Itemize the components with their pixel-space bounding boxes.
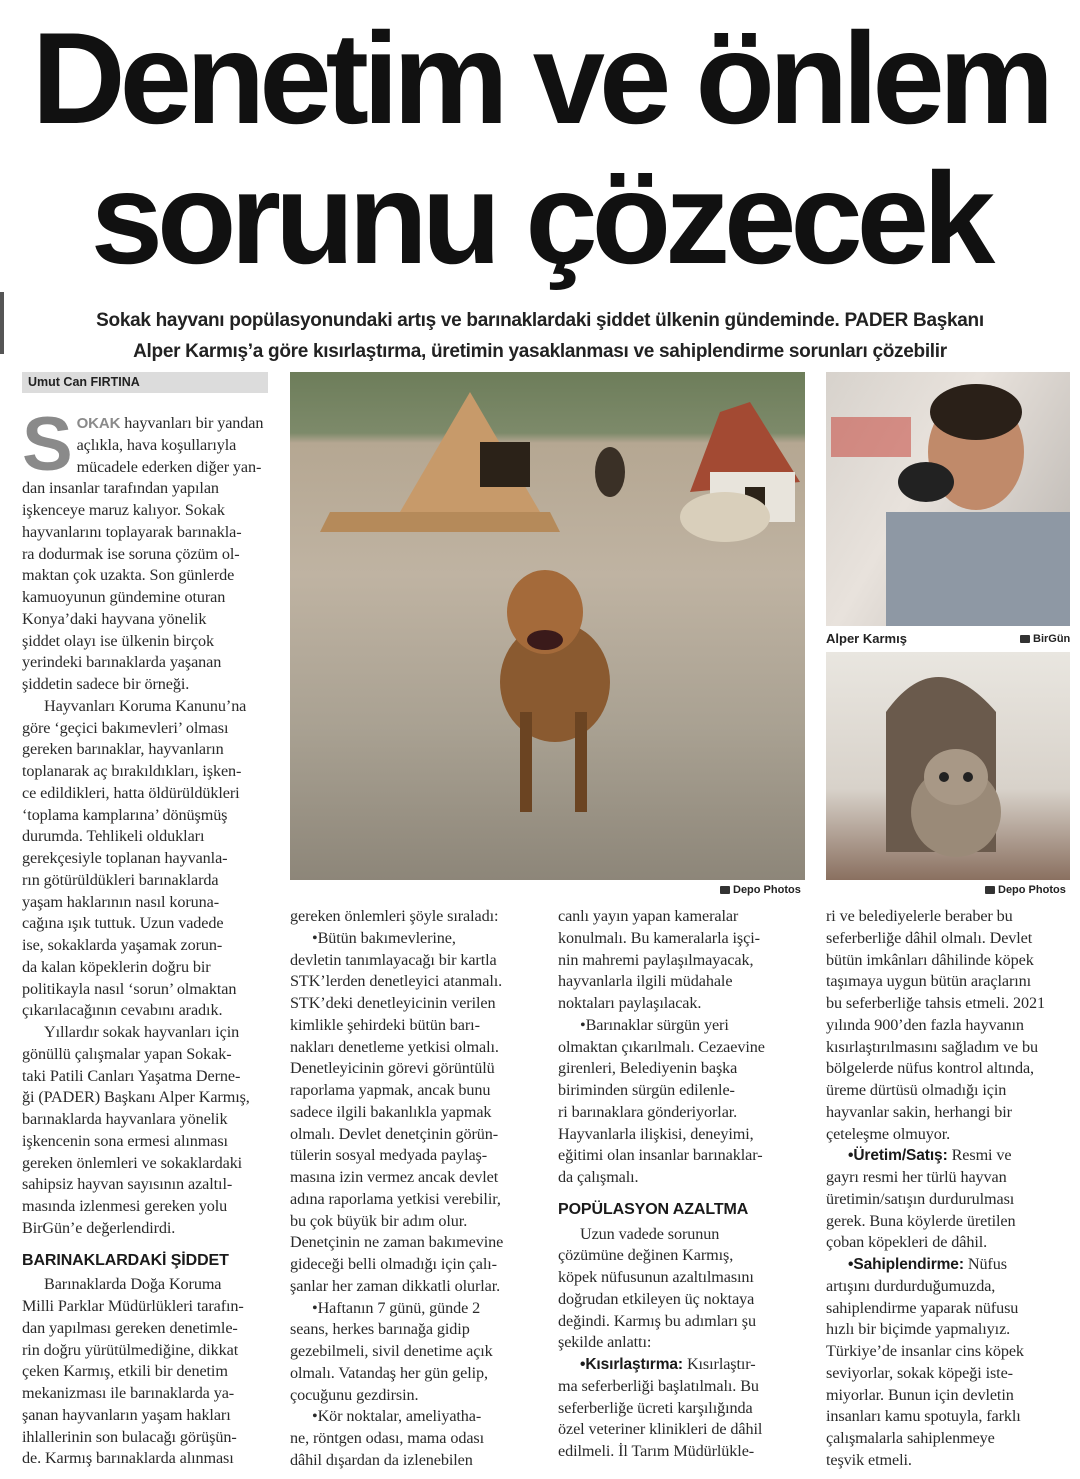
camera-icon [1020, 635, 1030, 643]
line-text: kısırlaştırılmasını sağladım ve bu [826, 1037, 1038, 1056]
text-line [22, 500, 272, 522]
text-line [290, 1124, 545, 1146]
line-text: çözümüne değinen Karmış, [558, 1246, 734, 1265]
text-line [826, 1428, 1071, 1450]
text-line [558, 906, 808, 928]
line-text: eğitimi olan insanlar barınaklar- [558, 1146, 763, 1165]
text-line [290, 1211, 545, 1233]
line-text: maktan çok uzakta. Son günlerde [22, 566, 235, 585]
text-line [558, 1419, 808, 1441]
line-text: dâhil dışardan da izlenebilen [290, 1450, 473, 1469]
text-line [22, 1361, 272, 1383]
line-text: Konya’daki hayvana yönelik [22, 609, 207, 628]
text-line [826, 1167, 1071, 1189]
photo-kitten [826, 652, 1070, 880]
line-text: Hayvanlarla ilişkisi, deneyimi, [558, 1124, 754, 1143]
text-line [22, 1153, 272, 1175]
line-text: seans, herkes barınağa gidip [290, 1320, 470, 1339]
text-line [826, 1124, 1071, 1146]
bullet-lead: •Kısırlaştırma: [580, 1356, 683, 1373]
line-text: ‘toplama kamplarına’ dönüşmüş [22, 805, 228, 824]
text-line [826, 950, 1071, 972]
line-text: işkenceye maruz kalıyor. Sokak [22, 501, 225, 519]
line-text: Denetleyicinin görevi görüntülü [290, 1059, 495, 1078]
text-line [22, 892, 272, 914]
line-text: kamuoyunun gündemine oturan [22, 588, 226, 606]
line-text: konulmalı. Bu kameralarla işçi- [558, 928, 760, 947]
text-line [826, 1276, 1071, 1298]
line-text: ri ve belediyelerle beraber bu [826, 907, 1013, 925]
line-text: şekilde anlattı: [558, 1333, 652, 1352]
text-line [558, 1398, 808, 1420]
headline-line-1 [0, 5, 1080, 151]
text-line [558, 1224, 808, 1246]
text-line [290, 1167, 545, 1189]
text-line [290, 950, 545, 972]
line-text: BirGün’e değerlendirdi. [22, 1218, 176, 1237]
line-text: hayvanlarını toplayarak barınakla- [22, 522, 242, 541]
line-text: canlı yayın yapan kameralar [558, 907, 739, 925]
text-line [558, 1376, 808, 1398]
text-line [826, 906, 1071, 928]
line-text: nin mahremi paylaşılmayacak, [558, 950, 754, 969]
line-text: olmalı. Vatandaş her gün gelip, [290, 1363, 489, 1382]
photo-credit [1020, 633, 1070, 645]
text-line [22, 718, 272, 740]
line-text: çeken Karmış, etkili bir denetim [22, 1362, 228, 1381]
text-line [22, 522, 272, 544]
line-text: •Barınaklar sürgün yeri [580, 1015, 729, 1034]
line-text: Yıllardır sokak hayvanları için [44, 1023, 240, 1041]
line-text: gereken önlemleri şöyle sıraladı: [290, 907, 499, 925]
line-text: Denetçinin ne zaman bakımevine [290, 1233, 504, 1252]
line-text: sahiplendirme yaparak nüfusu [826, 1298, 1019, 1317]
text-line [290, 1189, 545, 1211]
text-line [22, 805, 272, 827]
line-text: Barınaklarda Doğa Koruma [44, 1275, 222, 1294]
line-text: değindi. Karmış bu adımları şu [558, 1311, 756, 1330]
text-line [290, 1254, 545, 1276]
text-line [22, 631, 272, 653]
text-line [558, 928, 808, 950]
line-text: ği (PADER) Başkanı Alper Karmış, [22, 1088, 250, 1107]
line-text: ne, röntgen odası, mama odası [290, 1429, 484, 1447]
line-text: olmaktan çıkarılmalı. Cezaevine [558, 1037, 765, 1056]
text-line [826, 928, 1071, 950]
text-line [558, 1332, 808, 1354]
credit-text: BirGün [1033, 633, 1071, 645]
photo-dogs-shelter [290, 372, 805, 880]
line-text: Resmi ve [947, 1146, 1012, 1165]
text-line [22, 1405, 272, 1427]
line-text: dan yapılması gereken denetimle- [22, 1318, 238, 1337]
line-text: ce edildikleri, hatta öldürüldükleri [22, 783, 240, 802]
text-line [290, 1298, 545, 1320]
line-text: barınaklarda hayvanlara yönelik [22, 1110, 228, 1128]
text-line [826, 1080, 1071, 1102]
photo-caption: Alper Karmış [826, 631, 907, 646]
line-text: POPÜLASYON AZALTMA [558, 1200, 749, 1218]
line-text: köpek nüfusunun azaltılmasını [558, 1268, 754, 1286]
line-text: çeteleşme olmuyor. [826, 1124, 951, 1143]
text-line [826, 1145, 1071, 1167]
headline-line-2 [0, 145, 1080, 291]
line-text: tülerin sosyal medyada paylaş- [290, 1146, 488, 1165]
line-text: sahipsiz hayvan sayısının azaltıl- [22, 1175, 233, 1194]
text-line [22, 587, 272, 609]
text-line [826, 1037, 1071, 1059]
line-text: seferberliğe dâhil olmalı. Devlet [826, 928, 1033, 947]
line-text: çalışmalarla sahiplenmeye [826, 1429, 995, 1447]
headline-text: Denetim ve önlem [31, 5, 1049, 151]
text-line [558, 1145, 808, 1167]
text-line [22, 544, 272, 566]
text-line [290, 1015, 545, 1037]
text-line [290, 1145, 545, 1167]
text-line [22, 783, 272, 805]
text-line [826, 971, 1071, 993]
text-line [22, 1174, 272, 1196]
text-line [22, 935, 272, 957]
article-column-1 [22, 402, 272, 1470]
photo-credit [720, 884, 801, 896]
line-text: Hayvanları Koruma Kanunu’na [44, 696, 247, 715]
line-text: işkencenin sona ermesi alınması [22, 1131, 228, 1150]
line-text: çoban köpekleri de dâhil. [826, 1233, 988, 1252]
text-line [558, 1015, 808, 1037]
credit-text: Depo Photos [733, 884, 801, 896]
article-column-2 [290, 906, 545, 1472]
text-line [22, 1274, 272, 1296]
line-text: gerekçesiyle toplanan hayvanla- [22, 849, 228, 867]
deck-line: Sokak hayvanı popülasyonundaki artış ve barınaklardaki şiddet ülkenin gündeminde. PADER Başkanı [96, 310, 984, 331]
text-line [22, 1218, 272, 1240]
line-text: şiddetin sadece bir örneği. [22, 675, 190, 693]
text-line [22, 739, 272, 761]
text-line [22, 696, 272, 718]
line-text: şiddet olayı ise ülkenin birçok [22, 631, 215, 650]
line-text: gereken önlemleri ve sokaklardaki [22, 1153, 243, 1172]
text-line [290, 1102, 545, 1124]
line-text: gayrı resmi her türlü hayvan [826, 1168, 1007, 1186]
text-line [558, 1124, 808, 1146]
text-line [290, 971, 545, 993]
line-text: STK’lerden denetleyici atanmalı. [290, 972, 503, 991]
line-text: Uzun vadede sorunun [580, 1224, 720, 1243]
line-text: şanan hayvanların yaşam hakları [22, 1405, 231, 1424]
text-line [22, 1131, 272, 1153]
line-text: edilmeli. İl Tarım Müdürlükle- [558, 1442, 755, 1460]
text-line [22, 1427, 272, 1449]
text-line [290, 993, 545, 1015]
line-text: de. Karmış barınaklarda alınması [22, 1449, 234, 1468]
line-text: hızlı bir biçimde yapmalıyız. [826, 1320, 1011, 1339]
line-text: yerindeki barınaklarda yaşanan [22, 653, 222, 672]
text-line [290, 906, 545, 928]
line-text: durumda. Tehlikeli oldukları [22, 827, 205, 846]
bullet-lead: •Sahiplendirme: [848, 1256, 964, 1273]
line-text: rın götürüldükleri barınaklarda [22, 870, 219, 889]
text-line [22, 913, 272, 935]
text-line [22, 1196, 272, 1218]
text-line [290, 1276, 545, 1298]
text-line [826, 993, 1071, 1015]
line-text: ri barınaklara gönderiyorlar. [558, 1102, 738, 1121]
bullet-lead: •Üretim/Satış: [848, 1147, 948, 1165]
photo-alper-karmis [826, 372, 1070, 626]
line-text: •Bütün bakımevlerine, [312, 928, 456, 947]
text-line [22, 1066, 272, 1088]
line-text: bölgelerde nüfus kontrol altında, [826, 1059, 1034, 1078]
camera-icon [720, 886, 730, 894]
text-line [22, 761, 272, 783]
text-line [558, 1245, 808, 1267]
line-text: gereken barınaklar, hayvanların [22, 740, 224, 759]
line-text: nakları denetleme yetkisi olmalı. [290, 1037, 499, 1056]
line-text: devletin tanımlayacağı bir kartla [290, 950, 497, 969]
text-line [290, 928, 545, 950]
line-text: yaşam haklarının nasıl koruna- [22, 892, 220, 911]
text-line [22, 979, 272, 1001]
section-heading [558, 1199, 808, 1221]
line-text: ma seferberliği başlatılmalı. Bu [558, 1376, 759, 1395]
byline: Umut Can FIRTINA [22, 372, 268, 393]
article-column-4 [826, 906, 1071, 1472]
line-text: rin doğru yürütülmediğine, dikkat [22, 1340, 239, 1359]
line-text: biriminden sürgün edilenle- [558, 1081, 735, 1099]
line-text: hayvanları bir yandan [120, 414, 264, 432]
line-text: gideceği belli olmadığı için çalı- [290, 1255, 497, 1273]
article-column-3 [558, 906, 808, 1463]
text-line [558, 950, 808, 972]
line-text: Kısırlaştır- [683, 1355, 756, 1373]
line-text: gerek. Buna köylerde üretilen [826, 1211, 1016, 1230]
line-text: taki Patili Canları Yaşatma Derne- [22, 1066, 241, 1085]
text-line [826, 1319, 1071, 1341]
line-text: doğrudan etkileyen üç noktaya [558, 1289, 755, 1308]
line-text: üreme dürtüsü olmadığı için [826, 1081, 1007, 1099]
line-text: hayvanlarla ilgili müdahale [558, 972, 733, 991]
line-text: masında izlenmesi gereken yolu [22, 1197, 228, 1215]
text-line [22, 870, 272, 892]
text-line [290, 1341, 545, 1363]
line-text: kimlikle şehirdeki bütün barı- [290, 1015, 480, 1034]
line-text: da çalışmalı. [558, 1168, 639, 1186]
text-line [290, 1428, 545, 1450]
text-line [826, 1102, 1071, 1124]
text-line [22, 1022, 272, 1044]
line-text: cağına ışık tuttuk. Uzun vadede [22, 914, 224, 933]
portrait-illustration [826, 372, 1070, 626]
text-line [22, 1044, 272, 1066]
photo-credit [985, 884, 1066, 896]
line-text: gönüllü çalışmalar yapan Sokak- [22, 1044, 232, 1063]
line-text: sadece ilgili bakanlıkla yapmak [290, 1102, 492, 1121]
line-text: noktaları paylaşılacak. [558, 994, 702, 1012]
line-text: STK’deki denetleyicinin verilen [290, 994, 496, 1012]
line-text: •Kör noktalar, ameliyatha- [312, 1407, 482, 1426]
line-text: çocuğunu gezdirsin. [290, 1385, 419, 1404]
text-line [290, 1037, 545, 1059]
line-text: bütün imkânları dâhilinde köpek [826, 950, 1034, 969]
line-text: hayvanlar sakin, herhangi bir [826, 1102, 1012, 1121]
text-line [22, 1296, 272, 1318]
line-text: çıkarılacağının cevabını aradık. [22, 1001, 223, 1020]
line-text: olmalı. Devlet denetçinin görün- [290, 1124, 499, 1143]
text-line [22, 1448, 272, 1470]
dog-shelter-illustration [290, 372, 805, 880]
text-line [290, 1450, 545, 1472]
line-text: girenleri, Belediyenin başka [558, 1059, 738, 1078]
text-line [290, 1406, 545, 1428]
line-text: insanları kamu spotuyla, farklı [826, 1407, 1021, 1426]
line-text: yılında 900’den fazla hayvanın [826, 1015, 1024, 1034]
text-line [290, 1232, 545, 1254]
lead-word: OKAK [76, 415, 121, 432]
line-text: gezebilmeli, sivil denetime açık [290, 1342, 493, 1360]
line-text: mekanizması ile barınaklarda ya- [22, 1384, 235, 1402]
line-text: raporlama yapmak, ancak bunu [290, 1081, 491, 1099]
text-line [22, 848, 272, 870]
line-text: mücadele ederken diğer yan- [76, 457, 262, 476]
deck-line: Alper Karmış’a göre kısırlaştırma, üretimin yasaklanması ve sahiplendirme sorunları çözebilir [133, 341, 947, 362]
line-text: ise, sokaklarda yaşamak zorun- [22, 936, 223, 954]
text-line [22, 652, 272, 674]
line-text: dan insanlar tarafından yapılan [22, 479, 219, 498]
text-line [290, 1385, 545, 1407]
text-line [826, 1298, 1071, 1320]
text-line [558, 1102, 808, 1124]
text-line [558, 1267, 808, 1289]
section-heading [22, 1250, 272, 1272]
text-line [826, 1189, 1071, 1211]
text-line [558, 1167, 808, 1189]
text-line [826, 1211, 1071, 1233]
text-line [290, 1319, 545, 1341]
text-line [290, 1058, 545, 1080]
line-text: bu çok büyük bir adım olur. [290, 1211, 468, 1230]
camera-icon [985, 886, 995, 894]
text-line [826, 1341, 1071, 1363]
line-text: bu seferberliğe tahsis etmeli. 2021 [826, 994, 1046, 1012]
article-deck [0, 305, 1080, 367]
text-line [22, 1383, 272, 1405]
text-line [558, 1037, 808, 1059]
text-line [22, 1109, 272, 1131]
line-text: toplanarak aç bırakıldıkları, işken- [22, 762, 242, 780]
line-text: seviyorlar, sokak köpeği iste- [826, 1363, 1013, 1382]
text-line [558, 1354, 808, 1376]
text-line [826, 1232, 1071, 1254]
headline-text: sorunu çözecek [90, 145, 990, 291]
line-text: ra dodurmak ise soruna çözüm ol- [22, 544, 240, 563]
text-line [558, 993, 808, 1015]
credit-text: Depo Photos [998, 884, 1066, 896]
text-line [558, 1080, 808, 1102]
text-line [558, 1289, 808, 1311]
line-text: da kalan köpeklerin doğru bir [22, 957, 211, 976]
line-text: teşvik etmeli. [826, 1450, 912, 1469]
text-line [22, 674, 272, 696]
text-line [22, 1340, 272, 1362]
text-line [558, 1441, 808, 1463]
text-line [826, 1058, 1071, 1080]
line-text: açlıkla, hava koşullarıyla [76, 435, 237, 454]
text-line [22, 1318, 272, 1340]
text-line [22, 957, 272, 979]
text-line [22, 478, 272, 500]
line-text: Türkiye’de insanlar cins köpek [826, 1342, 1024, 1360]
line-text: göre ‘geçici bakımevleri’ olması [22, 718, 229, 737]
line-text: Milli Parklar Müdürlükleri tarafın- [22, 1297, 244, 1315]
text-line [22, 565, 272, 587]
text-line [22, 826, 272, 848]
line-text: üretimin/satışın durdurulması [826, 1189, 1015, 1208]
line-text: BARINAKLARDAKİ ŞİDDET [22, 1251, 229, 1269]
line-text: özel veteriner klinikleri de dâhil [558, 1420, 763, 1439]
line-text: ihlallerinin son bulacağı görüşün- [22, 1427, 237, 1446]
text-line [22, 609, 272, 631]
line-text: artışını durdurduğumuzda, [826, 1276, 996, 1295]
line-text: miyorlar. Bunun için devletin [826, 1385, 1014, 1404]
text-line [826, 1385, 1071, 1407]
text-line [826, 1406, 1071, 1428]
line-text: politikayla nasıl ‘sorun’ olmaktan [22, 979, 237, 998]
line-text: Nüfus [963, 1255, 1007, 1273]
text-line [826, 1450, 1071, 1472]
drop-cap: S [22, 402, 73, 487]
text-line [290, 1363, 545, 1385]
text-line [558, 1311, 808, 1333]
line-text: masına izin vermez ancak devlet [290, 1168, 499, 1186]
line-text: adına raporlama yetkisi verebilir, [290, 1189, 501, 1208]
text-line [22, 1000, 272, 1022]
line-text: şanlar her zaman dikkatli olurlar. [290, 1276, 501, 1295]
text-line [290, 1080, 545, 1102]
line-text: taşımaya uygun bütün araçlarını [826, 972, 1032, 991]
text-line [826, 1254, 1071, 1276]
text-line [826, 1015, 1071, 1037]
kitten-illustration [826, 652, 1070, 880]
text-line [22, 1087, 272, 1109]
line-text: •Haftanın 7 günü, günde 2 [312, 1298, 481, 1317]
line-text: seferberliğe ücreti karşılığında [558, 1398, 753, 1417]
text-line [558, 1058, 808, 1080]
text-line [558, 971, 808, 993]
text-line [826, 1363, 1071, 1385]
